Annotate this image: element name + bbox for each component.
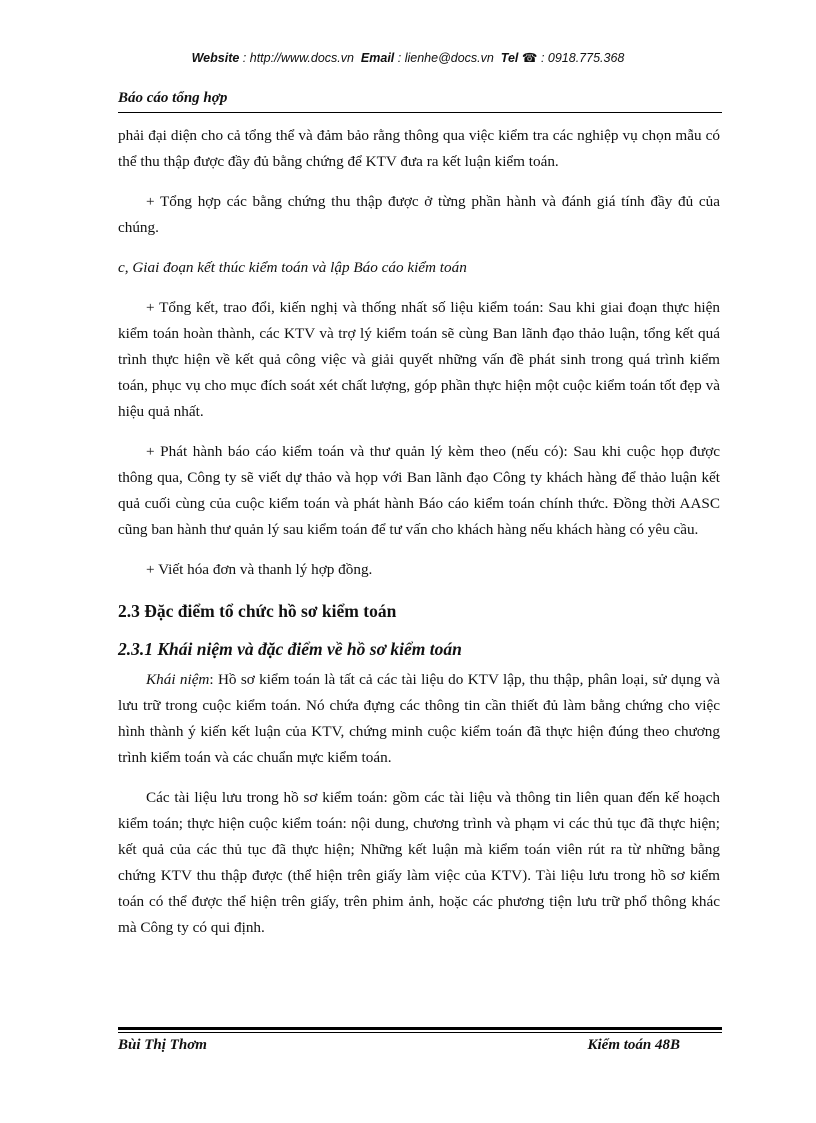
paragraph-6 [118, 667, 720, 771]
contact-bar [0, 50, 816, 65]
phone-icon: ☎ [521, 51, 538, 65]
tel-label: Tel [500, 51, 519, 65]
definition-term: Khái niệm [146, 671, 210, 688]
paragraph-7: Các tài liệu lưu trong hồ sơ kiểm toán: gồm các tài liệu và thông tin liên quan đến kế hoạch kiểm toán; thực hiện cuộc kiểm toán: nội dung, chương trình và phạm vi các thủ tục đã thực hiện; kết quả của các thủ tục đã thực hiện; Những kết luận mà kiểm toán viên rút ra từ những bằng chứng KTV thu thập được (thể hiện trên giấy làm việc của KTV). Tài liệu lưu trong hồ sơ kiểm toán có thể được thể hiện trên giấy, trên phim ảnh, hoặc các phương tiện lưu trữ phổ thông khác mà Công ty có qui định. [118, 789, 720, 936]
report-title: Báo cáo tổng hợp [118, 90, 228, 106]
subheading-c: c, Giai đoạn kết thúc kiểm toán và lập Báo cáo kiểm toán [118, 259, 467, 276]
heading-2-3: 2.3 Đặc điểm tổ chức hồ sơ kiểm toán [118, 601, 397, 621]
page-content [118, 123, 720, 955]
paragraph-5: + Viết hóa đơn và thanh lý hợp đồng. [146, 561, 373, 578]
paragraph-1: phải đại diện cho cả tổng thể và đảm bảo rằng thông qua việc kiểm tra các nghiệp vụ chọn mẫu có thể thu thập được đầy đủ bằng chứng để KTV đưa ra kết luận kiểm toán. [118, 127, 720, 170]
definition-text: : Hồ sơ kiểm toán là tất cả các tài liệu do KTV lập, thu thập, phân loại, sử dụng và lưu trữ trong cuộc kiểm toán. Nó chứa đựng các thông tin cần thiết đủ làm bằng chứng cho việc hình thành ý kiến kết luận của KTV, chứng minh cuộc kiểm toán đã thực hiện đúng theo chương trình kiểm toán và các chuẩn mực kiểm toán. [118, 671, 721, 766]
paragraph-2: + Tổng hợp các bằng chứng thu thập được ở từng phần hành và đánh giá tính đầy đủ của chúng. [118, 193, 720, 236]
footer-divider-thick [118, 1027, 722, 1030]
footer-class: Kiểm toán 48B [587, 1037, 680, 1053]
header-divider [118, 112, 722, 113]
footer-divider-thin [118, 1032, 722, 1033]
heading-2-3-1: 2.3.1 Khái niệm và đặc điểm về hồ sơ kiểm toán [118, 639, 462, 659]
website-url[interactable]: : http://www.docs.vn [242, 51, 354, 65]
email-label: Email [360, 51, 395, 65]
tel-number: : 0918.775.368 [540, 51, 625, 65]
paragraph-3: + Tổng kết, trao đổi, kiến nghị và thống nhất số liệu kiểm toán: Sau khi giai đoạn thực hiện kiểm toán hoàn thành, các KTV và trợ lý kiểm toán sẽ cùng Ban lãnh đạo thảo luận, tổng kết quá trình thực hiện về kết quả công việc và giải quyết những vấn đề phát sinh trong quá trình kiểm toán, phục vụ cho mục đích soát xét chất lượng, góp phần thực hiện một cuộc kiểm toán tốt đẹp và hiệu quả nhất. [118, 299, 720, 420]
footer-author: Bùi Thị Thơm [118, 1037, 207, 1053]
email-address[interactable]: : lienhe@docs.vn [397, 51, 494, 65]
website-label: Website [191, 51, 240, 65]
paragraph-4: + Phát hành báo cáo kiểm toán và thư quản lý kèm theo (nếu có): Sau khi cuộc họp được thông qua, Công ty sẽ viết dự thảo và họp với Ban lãnh đạo Công ty khách hàng để thảo luận kết quả cuối cùng của cuộc kiểm toán và phát hành Báo cáo kiểm toán chính thức. Đồng thời AASC cũng ban hành thư quản lý sau kiểm toán để tư vấn cho khách hàng nếu khách hàng có yêu cầu. [118, 443, 720, 538]
